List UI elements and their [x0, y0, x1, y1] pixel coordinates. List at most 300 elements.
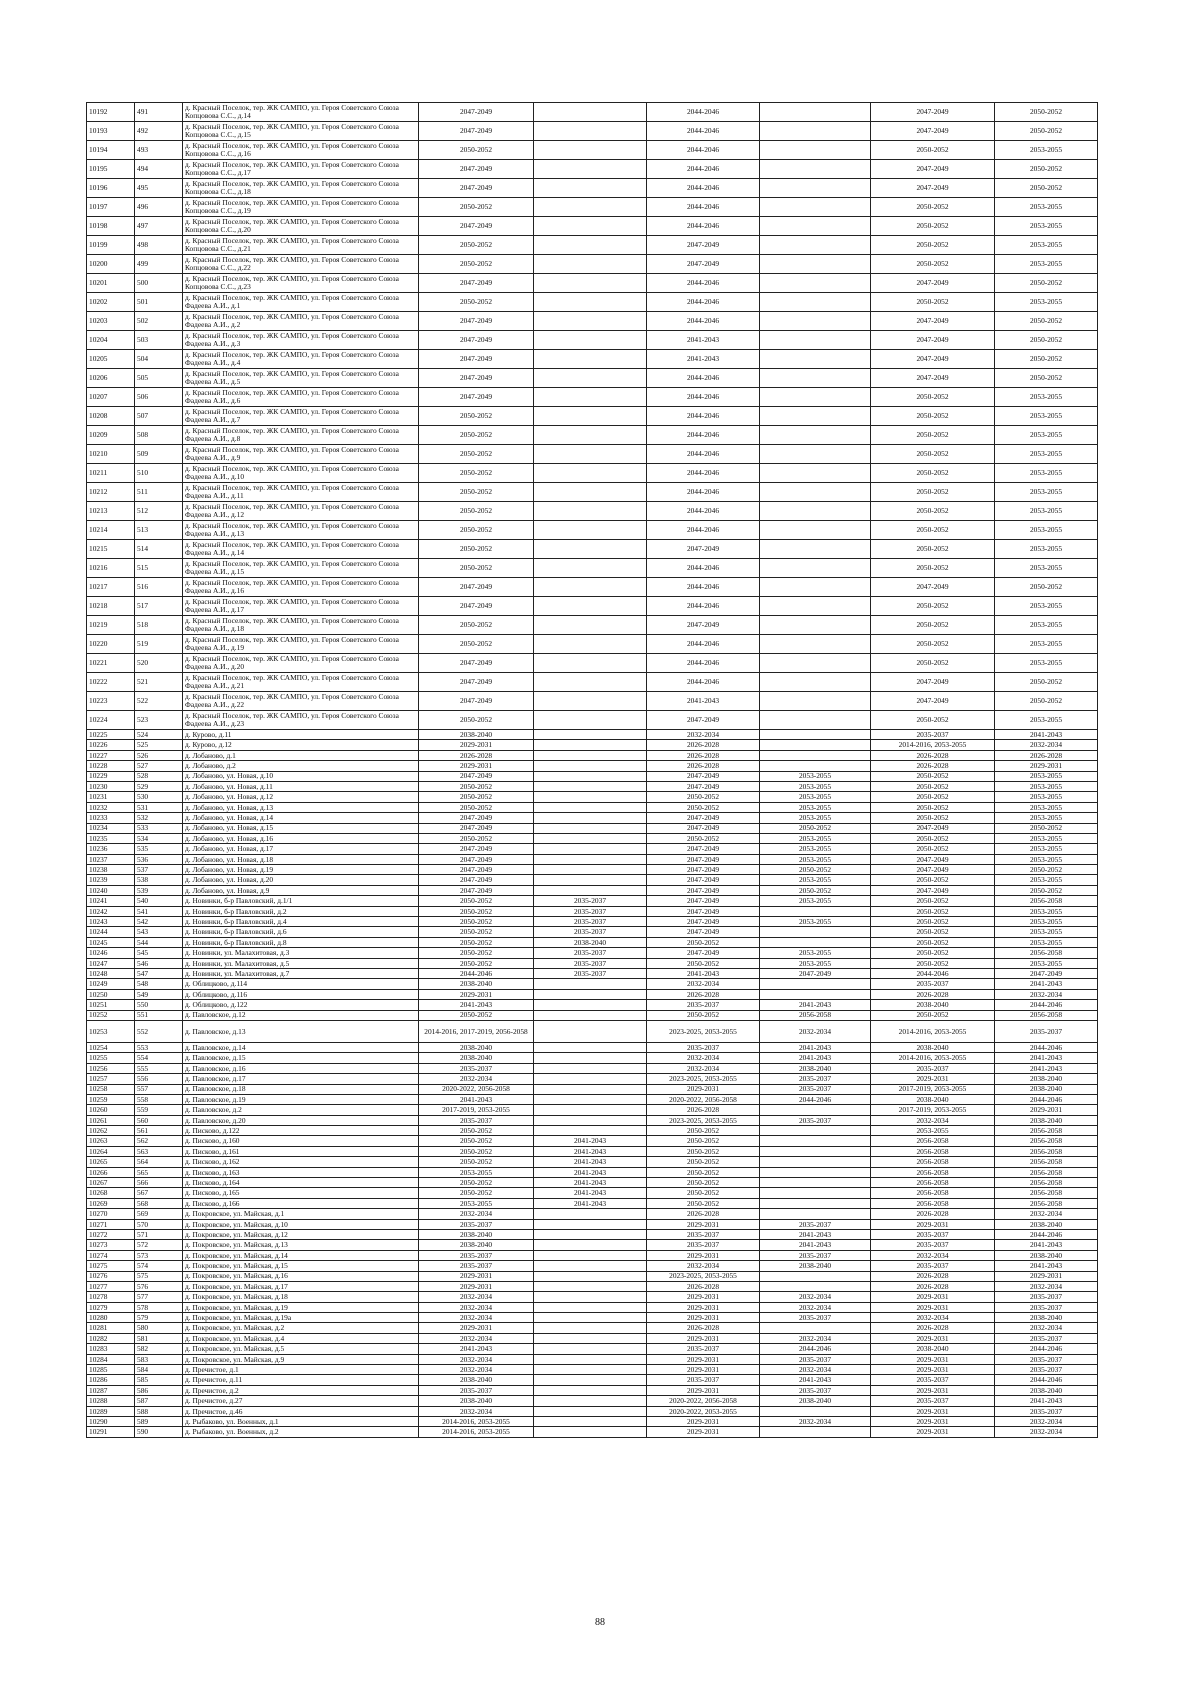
item-number-cell: 538 — [135, 875, 183, 885]
table-row — [87, 1198, 1098, 1208]
period-3-cell: 2035-2037 — [647, 1240, 760, 1250]
address-cell: д. Новинки, б-р Павловский, д.6 — [183, 927, 419, 937]
table-row — [87, 407, 1098, 426]
period-2-cell — [534, 1000, 647, 1010]
period-3-cell: 2029-2031 — [647, 1084, 760, 1094]
period-3-cell: 2044-2046 — [647, 578, 760, 597]
item-number-cell: 576 — [135, 1281, 183, 1291]
table-row — [87, 1126, 1098, 1136]
period-4-cell — [760, 1209, 871, 1219]
period-4-cell — [760, 445, 871, 464]
item-number-cell: 588 — [135, 1406, 183, 1416]
address-cell: д. Лобаново, ул. Новая, д.14 — [183, 813, 419, 823]
period-6-cell: 2050-2052 — [995, 369, 1098, 388]
row-number-cell: 10288 — [87, 1396, 135, 1406]
item-number-cell: 534 — [135, 833, 183, 843]
period-2-cell: 2035-2037 — [534, 958, 647, 968]
period-3-cell: 2029-2031 — [647, 1313, 760, 1323]
row-number-cell: 10229 — [87, 771, 135, 781]
address-cell: д. Рыбаково, ул. Военных, д.1 — [183, 1417, 419, 1427]
period-6-cell: 2056-2058 — [995, 1198, 1098, 1208]
row-number-cell: 10243 — [87, 917, 135, 927]
table-row — [87, 968, 1098, 978]
period-2-cell — [534, 236, 647, 255]
item-number-cell: 503 — [135, 331, 183, 350]
period-6-cell: 2044-2046 — [995, 1229, 1098, 1239]
row-number-cell: 10281 — [87, 1323, 135, 1333]
period-5-cell: 2050-2052 — [871, 813, 995, 823]
row-number-cell: 10250 — [87, 989, 135, 999]
period-1-cell: 2050-2052 — [419, 948, 534, 958]
period-2-cell — [534, 1010, 647, 1020]
row-number-cell: 10192 — [87, 103, 135, 122]
period-4-cell — [760, 559, 871, 578]
period-6-cell: 2053-2055 — [995, 255, 1098, 274]
period-5-cell: 2053-2055 — [871, 1126, 995, 1136]
address-cell: д. Покровское, ул. Майская, д.2 — [183, 1323, 419, 1333]
period-5-cell: 2035-2037 — [871, 1229, 995, 1239]
period-1-cell: 2029-2031 — [419, 761, 534, 771]
period-1-cell: 2029-2031 — [419, 989, 534, 999]
table-row — [87, 293, 1098, 312]
period-2-cell — [534, 802, 647, 812]
table-row — [87, 141, 1098, 160]
period-6-cell: 2053-2055 — [995, 927, 1098, 937]
table-row — [87, 1333, 1098, 1343]
period-6-cell: 2053-2055 — [995, 635, 1098, 654]
period-4-cell: 2032-2034 — [760, 1020, 871, 1042]
period-4-cell — [760, 597, 871, 616]
row-number-cell: 10240 — [87, 885, 135, 895]
period-5-cell: 2014-2016, 2053-2055 — [871, 1053, 995, 1063]
table-row — [87, 1094, 1098, 1104]
item-number-cell: 589 — [135, 1417, 183, 1427]
period-4-cell: 2053-2055 — [760, 813, 871, 823]
period-4-cell: 2047-2049 — [760, 968, 871, 978]
period-5-cell: 2029-2031 — [871, 1406, 995, 1416]
table-row — [87, 833, 1098, 843]
period-1-cell: 2050-2052 — [419, 1157, 534, 1167]
period-3-cell: 2050-2052 — [647, 1198, 760, 1208]
period-6-cell: 2053-2055 — [995, 802, 1098, 812]
row-number-cell: 10255 — [87, 1053, 135, 1063]
period-5-cell: 2026-2028 — [871, 989, 995, 999]
table-row — [87, 1302, 1098, 1312]
period-3-cell: 2050-2052 — [647, 1157, 760, 1167]
row-number-cell: 10217 — [87, 578, 135, 597]
period-5-cell: 2050-2052 — [871, 917, 995, 927]
period-5-cell: 2029-2031 — [871, 1074, 995, 1084]
period-5-cell: 2029-2031 — [871, 1354, 995, 1364]
table-row — [87, 1417, 1098, 1427]
period-4-cell — [760, 1105, 871, 1115]
period-6-cell: 2026-2028 — [995, 750, 1098, 760]
period-4-cell — [760, 1146, 871, 1156]
item-number-cell: 524 — [135, 730, 183, 740]
period-2-cell — [534, 274, 647, 293]
period-6-cell: 2032-2034 — [995, 1427, 1098, 1437]
period-6-cell: 2029-2031 — [995, 1271, 1098, 1281]
period-4-cell: 2053-2055 — [760, 802, 871, 812]
period-3-cell: 2026-2028 — [647, 1209, 760, 1219]
table-row — [87, 1020, 1098, 1042]
row-number-cell: 10215 — [87, 540, 135, 559]
period-3-cell: 2047-2049 — [647, 885, 760, 895]
period-4-cell — [760, 1157, 871, 1167]
table-row — [87, 1396, 1098, 1406]
period-4-cell: 2053-2055 — [760, 844, 871, 854]
period-3-cell: 2029-2031 — [647, 1417, 760, 1427]
period-1-cell: 2035-2037 — [419, 1115, 534, 1125]
period-5-cell: 2047-2049 — [871, 312, 995, 331]
period-5-cell: 2026-2028 — [871, 1209, 995, 1219]
period-3-cell: 2044-2046 — [647, 559, 760, 578]
period-3-cell: 2047-2049 — [647, 854, 760, 864]
period-3-cell: 2032-2034 — [647, 1261, 760, 1271]
period-5-cell: 2056-2058 — [871, 1146, 995, 1156]
row-number-cell: 10286 — [87, 1375, 135, 1385]
table-row — [87, 1323, 1098, 1333]
period-3-cell: 2044-2046 — [647, 141, 760, 160]
period-6-cell: 2053-2055 — [995, 711, 1098, 730]
item-number-cell: 583 — [135, 1354, 183, 1364]
period-3-cell: 2047-2049 — [647, 844, 760, 854]
period-6-cell: 2053-2055 — [995, 844, 1098, 854]
period-1-cell: 2014-2016, 2017-2019, 2056-2058 — [419, 1020, 534, 1042]
item-number-cell: 493 — [135, 141, 183, 160]
period-3-cell: 2047-2049 — [647, 948, 760, 958]
period-4-cell: 2050-2052 — [760, 885, 871, 895]
schedule-table — [86, 102, 1098, 1438]
period-2-cell — [534, 885, 647, 895]
address-cell: д. Пречистое, д.1 — [183, 1365, 419, 1375]
period-1-cell: 2038-2040 — [419, 1375, 534, 1385]
address-cell: д. Красный Поселок, тер. ЖК САМПО, ул. Героя Советского Союза Копцовова С.С., д.21 — [183, 236, 419, 255]
period-2-cell: 2035-2037 — [534, 968, 647, 978]
item-number-cell: 556 — [135, 1074, 183, 1084]
address-cell: д. Красный Поселок, тер. ЖК САМПО, ул. Героя Советского Союза Фадеева А.И., д.19 — [183, 635, 419, 654]
period-5-cell: 2047-2049 — [871, 369, 995, 388]
address-cell: д. Лобаново, д.1 — [183, 750, 419, 760]
period-2-cell — [534, 1333, 647, 1343]
period-2-cell — [534, 979, 647, 989]
table-row — [87, 578, 1098, 597]
row-number-cell: 10207 — [87, 388, 135, 407]
period-5-cell: 2026-2028 — [871, 761, 995, 771]
period-5-cell: 2017-2019, 2053-2055 — [871, 1105, 995, 1115]
table-row — [87, 989, 1098, 999]
period-6-cell: 2050-2052 — [995, 312, 1098, 331]
period-4-cell: 2035-2037 — [760, 1084, 871, 1094]
period-1-cell: 2050-2052 — [419, 464, 534, 483]
item-number-cell: 555 — [135, 1063, 183, 1073]
period-2-cell — [534, 388, 647, 407]
period-2-cell — [534, 1261, 647, 1271]
period-5-cell: 2050-2052 — [871, 948, 995, 958]
address-cell: д. Лобаново, ул. Новая, д.13 — [183, 802, 419, 812]
table-row — [87, 1406, 1098, 1416]
table-row — [87, 274, 1098, 293]
address-cell: д. Павловское, д.18 — [183, 1084, 419, 1094]
table-row — [87, 1313, 1098, 1323]
item-number-cell: 504 — [135, 350, 183, 369]
address-cell: д. Лобаново, ул. Новая, д.20 — [183, 875, 419, 885]
period-1-cell: 2047-2049 — [419, 103, 534, 122]
period-4-cell — [760, 937, 871, 947]
row-number-cell: 10247 — [87, 958, 135, 968]
period-5-cell: 2050-2052 — [871, 654, 995, 673]
item-number-cell: 520 — [135, 654, 183, 673]
period-4-cell: 2032-2034 — [760, 1365, 871, 1375]
period-5-cell: 2050-2052 — [871, 802, 995, 812]
period-6-cell: 2050-2052 — [995, 331, 1098, 350]
period-6-cell: 2038-2040 — [995, 1074, 1098, 1084]
period-6-cell: 2035-2037 — [995, 1365, 1098, 1375]
period-1-cell: 2047-2049 — [419, 217, 534, 236]
item-number-cell: 579 — [135, 1313, 183, 1323]
period-3-cell: 2032-2034 — [647, 1063, 760, 1073]
period-4-cell — [760, 369, 871, 388]
period-3-cell: 2023-2025, 2053-2055 — [647, 1271, 760, 1281]
period-1-cell: 2050-2052 — [419, 896, 534, 906]
period-6-cell: 2053-2055 — [995, 407, 1098, 426]
period-4-cell: 2038-2040 — [760, 1261, 871, 1271]
period-1-cell: 2050-2052 — [419, 792, 534, 802]
period-6-cell: 2050-2052 — [995, 578, 1098, 597]
table-row — [87, 559, 1098, 578]
period-5-cell: 2050-2052 — [871, 781, 995, 791]
address-cell: д. Новинки, б-р Павловский, д.8 — [183, 937, 419, 947]
period-2-cell — [534, 1354, 647, 1364]
table-row — [87, 692, 1098, 711]
period-5-cell: 2029-2031 — [871, 1292, 995, 1302]
item-number-cell: 508 — [135, 426, 183, 445]
period-5-cell: 2050-2052 — [871, 1010, 995, 1020]
period-5-cell: 2050-2052 — [871, 896, 995, 906]
table-row — [87, 750, 1098, 760]
period-6-cell: 2056-2058 — [995, 1157, 1098, 1167]
period-1-cell: 2047-2049 — [419, 179, 534, 198]
period-6-cell: 2053-2055 — [995, 426, 1098, 445]
table-row — [87, 1000, 1098, 1010]
item-number-cell: 550 — [135, 1000, 183, 1010]
period-4-cell — [760, 483, 871, 502]
period-1-cell: 2032-2034 — [419, 1292, 534, 1302]
table-row — [87, 1042, 1098, 1052]
period-6-cell: 2041-2043 — [995, 1396, 1098, 1406]
address-cell: д. Писково, д.122 — [183, 1126, 419, 1136]
period-6-cell: 2053-2055 — [995, 833, 1098, 843]
address-cell: д. Красный Поселок, тер. ЖК САМПО, ул. Героя Советского Союза Фадеева А.И., д.8 — [183, 426, 419, 445]
period-5-cell: 2050-2052 — [871, 255, 995, 274]
period-2-cell — [534, 103, 647, 122]
period-5-cell: 2050-2052 — [871, 771, 995, 781]
item-number-cell: 544 — [135, 937, 183, 947]
period-5-cell: 2014-2016, 2053-2055 — [871, 1020, 995, 1042]
period-4-cell — [760, 750, 871, 760]
period-2-cell — [534, 730, 647, 740]
table-row — [87, 1136, 1098, 1146]
item-number-cell: 491 — [135, 103, 183, 122]
table-row — [87, 1209, 1098, 1219]
period-2-cell: 2041-2043 — [534, 1136, 647, 1146]
period-1-cell: 2035-2037 — [419, 1063, 534, 1073]
period-2-cell — [534, 198, 647, 217]
item-number-cell: 561 — [135, 1126, 183, 1136]
table-row — [87, 1365, 1098, 1375]
item-number-cell: 518 — [135, 616, 183, 635]
item-number-cell: 492 — [135, 122, 183, 141]
period-2-cell — [534, 1209, 647, 1219]
row-number-cell: 10269 — [87, 1198, 135, 1208]
period-1-cell: 2050-2052 — [419, 635, 534, 654]
address-cell: д. Покровское, ул. Майская, д.15 — [183, 1261, 419, 1271]
address-cell: д. Павловское, д.17 — [183, 1074, 419, 1084]
period-2-cell — [534, 771, 647, 781]
table-row — [87, 813, 1098, 823]
period-2-cell — [534, 1292, 647, 1302]
period-1-cell: 2050-2052 — [419, 255, 534, 274]
period-5-cell: 2029-2031 — [871, 1385, 995, 1395]
row-number-cell: 10264 — [87, 1146, 135, 1156]
period-6-cell: 2053-2055 — [995, 236, 1098, 255]
period-4-cell — [760, 692, 871, 711]
address-cell: д. Писково, д.163 — [183, 1167, 419, 1177]
period-6-cell: 2053-2055 — [995, 502, 1098, 521]
period-1-cell: 2047-2049 — [419, 865, 534, 875]
period-5-cell: 2050-2052 — [871, 502, 995, 521]
period-3-cell: 2020-2022, 2056-2058 — [647, 1396, 760, 1406]
period-5-cell: 2050-2052 — [871, 464, 995, 483]
period-1-cell: 2050-2052 — [419, 833, 534, 843]
period-3-cell: 2044-2046 — [647, 464, 760, 483]
period-5-cell: 2029-2031 — [871, 1417, 995, 1427]
period-6-cell: 2035-2037 — [995, 1354, 1098, 1364]
row-number-cell: 10290 — [87, 1417, 135, 1427]
period-2-cell — [534, 844, 647, 854]
period-6-cell: 2053-2055 — [995, 958, 1098, 968]
period-1-cell: 2050-2052 — [419, 958, 534, 968]
address-cell: д. Лобаново, ул. Новая, д.16 — [183, 833, 419, 843]
period-2-cell — [534, 989, 647, 999]
period-6-cell: 2050-2052 — [995, 692, 1098, 711]
period-4-cell: 2056-2058 — [760, 1010, 871, 1020]
table-row — [87, 875, 1098, 885]
period-2-cell — [534, 711, 647, 730]
row-number-cell: 10211 — [87, 464, 135, 483]
item-number-cell: 509 — [135, 445, 183, 464]
period-2-cell: 2038-2040 — [534, 937, 647, 947]
period-3-cell: 2044-2046 — [647, 274, 760, 293]
period-6-cell: 2050-2052 — [995, 350, 1098, 369]
period-4-cell: 2050-2052 — [760, 823, 871, 833]
period-1-cell: 2035-2037 — [419, 1261, 534, 1271]
period-6-cell: 2053-2055 — [995, 906, 1098, 916]
period-2-cell — [534, 426, 647, 445]
item-number-cell: 516 — [135, 578, 183, 597]
address-cell: д. Красный Поселок, тер. ЖК САМПО, ул. Героя Советского Союза Фадеева А.И., д.1 — [183, 293, 419, 312]
item-number-cell: 495 — [135, 179, 183, 198]
period-1-cell: 2050-2052 — [419, 1146, 534, 1156]
period-3-cell: 2047-2049 — [647, 711, 760, 730]
address-cell: д. Лобаново, ул. Новая, д.12 — [183, 792, 419, 802]
period-3-cell: 2029-2031 — [647, 1219, 760, 1229]
period-1-cell: 2047-2049 — [419, 369, 534, 388]
period-6-cell: 2053-2055 — [995, 616, 1098, 635]
table-row — [87, 483, 1098, 502]
period-3-cell: 2050-2052 — [647, 1146, 760, 1156]
row-number-cell: 10241 — [87, 896, 135, 906]
period-3-cell: 2041-2043 — [647, 350, 760, 369]
item-number-cell: 523 — [135, 711, 183, 730]
address-cell: д. Красный Поселок, тер. ЖК САМПО, ул. Героя Советского Союза Фадеева А.И., д.17 — [183, 597, 419, 616]
address-cell: д. Пречистое, д.27 — [183, 1396, 419, 1406]
period-5-cell: 2047-2049 — [871, 673, 995, 692]
item-number-cell: 574 — [135, 1261, 183, 1271]
row-number-cell: 10220 — [87, 635, 135, 654]
period-4-cell — [760, 979, 871, 989]
period-4-cell — [760, 236, 871, 255]
period-5-cell: 2035-2037 — [871, 1375, 995, 1385]
row-number-cell: 10272 — [87, 1229, 135, 1239]
address-cell: д. Покровское, ул. Майская, д.13 — [183, 1240, 419, 1250]
row-number-cell: 10227 — [87, 750, 135, 760]
period-6-cell: 2056-2058 — [995, 1126, 1098, 1136]
item-number-cell: 512 — [135, 502, 183, 521]
period-3-cell: 2047-2049 — [647, 616, 760, 635]
table-row — [87, 1385, 1098, 1395]
address-cell: д. Покровское, ул. Майская, д.1 — [183, 1209, 419, 1219]
period-5-cell: 2038-2040 — [871, 1042, 995, 1052]
period-3-cell: 2047-2049 — [647, 906, 760, 916]
item-number-cell: 548 — [135, 979, 183, 989]
period-4-cell — [760, 388, 871, 407]
table-row — [87, 740, 1098, 750]
period-5-cell: 2050-2052 — [871, 927, 995, 937]
address-cell: д. Красный Поселок, тер. ЖК САМПО, ул. Героя Советского Союза Фадеева А.И., д.9 — [183, 445, 419, 464]
period-2-cell — [534, 521, 647, 540]
period-5-cell: 2014-2016, 2053-2055 — [871, 740, 995, 750]
row-number-cell: 10210 — [87, 445, 135, 464]
period-3-cell: 2050-2052 — [647, 1178, 760, 1188]
address-cell: д. Лобаново, д.2 — [183, 761, 419, 771]
period-3-cell: 2026-2028 — [647, 1105, 760, 1115]
address-cell: д. Покровское, ул. Майская, д.19а — [183, 1313, 419, 1323]
period-3-cell: 2044-2046 — [647, 407, 760, 426]
address-cell: д. Красный Поселок, тер. ЖК САМПО, ул. Героя Советского Союза Копцовова С.С., д.22 — [183, 255, 419, 274]
address-cell: д. Красный Поселок, тер. ЖК САМПО, ул. Героя Советского Союза Копцовова С.С., д.17 — [183, 160, 419, 179]
address-cell: д. Облицково, д.114 — [183, 979, 419, 989]
period-1-cell: 2047-2049 — [419, 122, 534, 141]
period-6-cell: 2053-2055 — [995, 792, 1098, 802]
period-1-cell: 2038-2040 — [419, 1240, 534, 1250]
period-6-cell: 2050-2052 — [995, 103, 1098, 122]
table-row — [87, 521, 1098, 540]
address-cell: д. Красный Поселок, тер. ЖК САМПО, ул. Героя Советского Союза Фадеева А.И., д.7 — [183, 407, 419, 426]
period-1-cell: 2050-2052 — [419, 502, 534, 521]
row-number-cell: 10276 — [87, 1271, 135, 1281]
item-number-cell: 558 — [135, 1094, 183, 1104]
row-number-cell: 10201 — [87, 274, 135, 293]
period-4-cell: 2032-2034 — [760, 1292, 871, 1302]
address-cell: д. Красный Поселок, тер. ЖК САМПО, ул. Героя Советского Союза Копцовова С.С., д.20 — [183, 217, 419, 236]
period-1-cell: 2047-2049 — [419, 160, 534, 179]
period-4-cell: 2053-2055 — [760, 792, 871, 802]
period-3-cell: 2047-2049 — [647, 540, 760, 559]
period-5-cell: 2032-2034 — [871, 1115, 995, 1125]
period-3-cell: 2041-2043 — [647, 331, 760, 350]
period-5-cell: 2047-2049 — [871, 331, 995, 350]
